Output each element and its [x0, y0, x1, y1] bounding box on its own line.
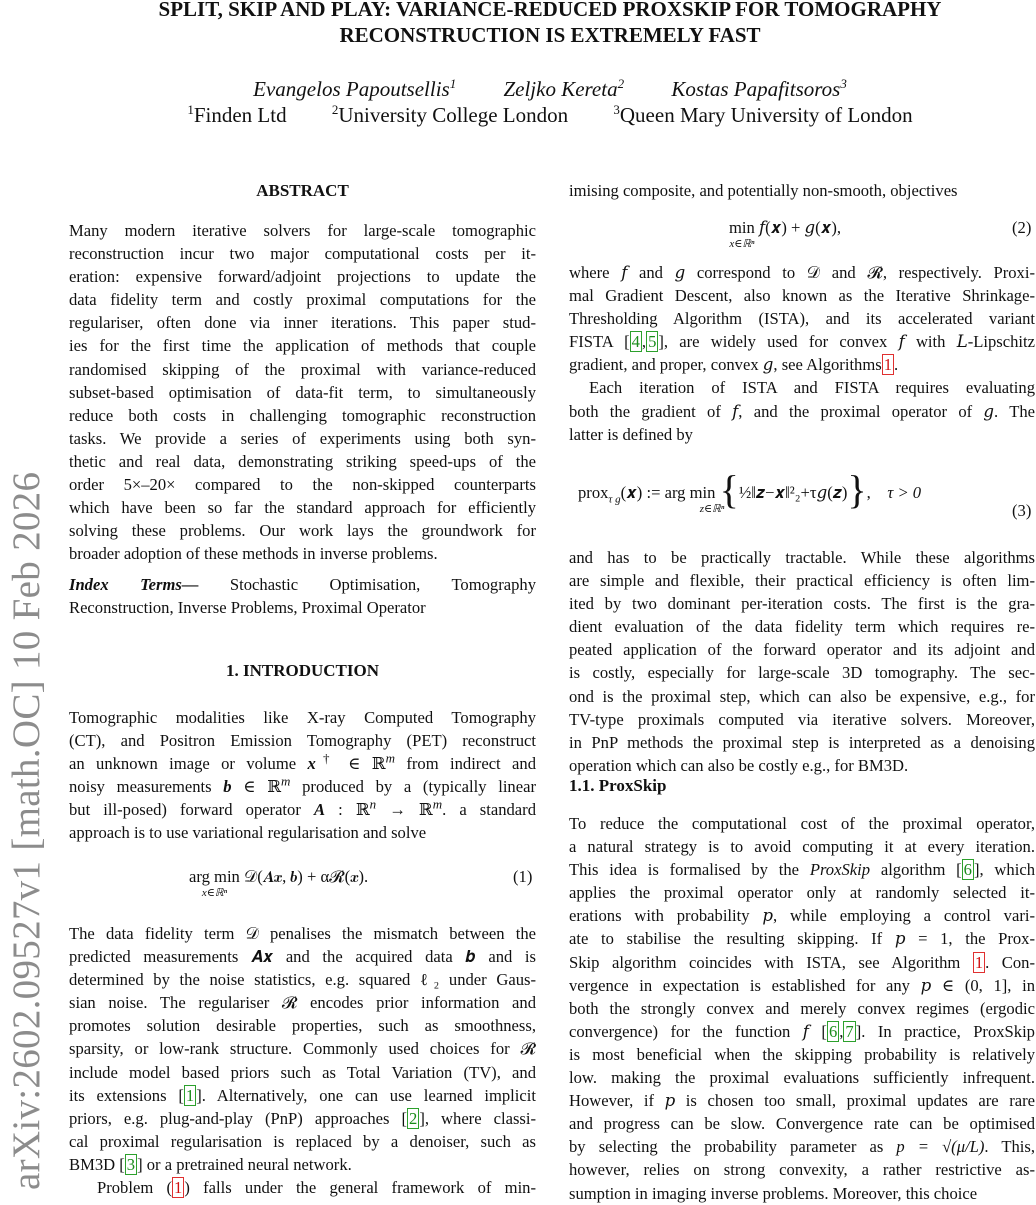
text-line: (CT), and Positron Emission Tomography (PET) reconstruct [69, 731, 536, 751]
abstract-line: broader adoption of these methods in inverse problems. [69, 544, 438, 564]
text-line: Tomographic modalities like X-ray Computed Tomography [69, 708, 536, 727]
equation-2-number: (2) [1012, 218, 1032, 237]
text-line: Thresholding Algorithm (ISTA), and its accelerated variant [569, 309, 1035, 329]
eq3-condition: τ > 0 [887, 483, 922, 502]
text-fragment: . a standard [442, 800, 537, 820]
text-line: and has to be practically tractable. While these algorithms [569, 548, 1035, 567]
author: Zeljko Kereta$^2$ [503, 76, 625, 101]
intro-heading: 1. INTRODUCTION [225, 661, 380, 680]
citation-link[interactable]: 2 [409, 1108, 418, 1128]
text-fragment: from indirect and [394, 754, 537, 774]
algorithm-link[interactable]: 1 [883, 355, 893, 375]
text-line: dient evaluation of the data fidelity term which requires re- [569, 617, 1035, 637]
text-line: is most beneficial when the skipping probability is relatively [569, 1044, 1035, 1064]
text-line: applies the proximal operator only at randomly selected it- [569, 883, 1035, 903]
abstract-line: reduce both costs in challenging tomographic reconstruction [69, 405, 536, 425]
abstract-line: thetic and real data, demonstrating striking speed-ups of the [69, 451, 536, 471]
text-line: erations with probability 𝑝, while employing a control vari- [569, 906, 1035, 926]
author: Evangelos Papoutsellis$^1$ [253, 76, 457, 101]
text-line: both the strongly convex and merely convex regimes (ergodic [569, 998, 1035, 1018]
title-line-1: SPLIT, SKIP AND PLAY: VARIANCE-REDUCED PROXSKIP FOR TOMOGRAPHY [158, 0, 942, 21]
citation-link[interactable]: 7 [845, 1021, 854, 1041]
text-line: TV-type proximals computed via iterative solvers. Moreover, [569, 709, 1035, 729]
right-col-start [569, 179, 1035, 202]
text-line: sumption in imaging inverse problems. Moreover, this choice [569, 1183, 978, 1203]
text-line: ited by two dominant per-iteration costs. The first is the gra- [569, 594, 1035, 614]
text-line: where 𝑓 and 𝑔 correspond to 𝒟 and 𝓡, respectively. Proxi- [569, 263, 1035, 282]
eq1-subscript: x∈ℝⁿ [201, 887, 228, 899]
subsection-heading-wrap [569, 774, 1035, 797]
text-line: promotes solution desirable properties, such as smoothness, [69, 1016, 536, 1036]
equation-1-number: (1) [513, 867, 533, 886]
text-line: Each iteration of ISTA and FISTA requires evaluating [589, 378, 1035, 398]
algorithm-link[interactable]: 1 [974, 952, 984, 972]
affiliation: $^2$University College London [331, 102, 569, 127]
text-line: vergence in expectation is established for any 𝑝 ∈ (0, 1], in [569, 975, 1035, 995]
right-paragraph-1: where 𝑓 and 𝑔 correspond to 𝒟 and 𝓡, respectively. Proxi- mal Gradient Descent, also known as the Iterative Shrinkage- Thresholding Algorithm (ISTA), and its accelerated variant FISTA [ 4 , 5 ], are widely used for convex 𝑓 with 𝐿-Lipschitz gradient, and proper, convex 𝑔, see Algorithms 1 . Each iteration of ISTA and FISTA requires evaluating both the gradient of 𝑓, and the proximal operator of 𝑔. The latter is defined by [569, 261, 1035, 446]
text-line: are simple and flexible, their practical efficiency is often lim- [569, 571, 1035, 591]
index-terms [69, 573, 536, 619]
abstract-line: randomised skipping of the proximal with variance-reduced [69, 359, 536, 379]
text-line: The data fidelity term 𝒟 penalises the mismatch between the [69, 924, 536, 943]
eq1-body: 𝒟(𝑨𝒙, 𝒃) + α𝓡(𝒙). [244, 867, 369, 886]
citation-link[interactable]: 3 [126, 1154, 136, 1174]
text-line: include model based priors such as Total Variation (TV), and [69, 1062, 536, 1082]
math-A: A [313, 800, 326, 820]
eq3-prox-sub: τ g [608, 493, 621, 506]
intro-heading-wrap [69, 659, 536, 682]
citation-link[interactable]: 4 [631, 332, 640, 352]
index-terms-label: Index Terms— [69, 575, 199, 594]
text-line: peated application of the forward operator and its adjoint and [569, 640, 1035, 660]
text-line: in PnP methods the proximal step is interpreted as a denoising [569, 732, 1035, 752]
citation-link[interactable]: 6 [963, 860, 972, 880]
intro-paragraph-2: The data fidelity term 𝒟 penalises the mismatch between the predicted measurements 𝑨𝒙 and the acquired data 𝒃 and is determined by the noise statistics, e.g. squared ℓ₂ under Gaus- sian noise. The regulariser 𝓡 encodes prior information and promotes solution desirable properties, such as smoothness, sparsity, or low-rank structure. Commonly used choices for 𝓡 include model based priors such as Total Variation (TV), and its extensions [ 1 ]. Alternatively, one can use learned implicit priors, e.g. plug-and-play (PnP) approaches [ 2 ], where classi- cal proximal regularisation is replaced by a denoiser, such as BM3D [ 3 ] or a pretrained neural network. Problem ( 1 ) falls under the general framework of min- [69, 924, 537, 1198]
equation-1 [189, 867, 368, 907]
affiliation: $^1$Finden Ltd [187, 102, 287, 127]
text-line: is costly, especially for large-scale 3D tomography. The sec- [569, 663, 1035, 683]
abstract-line: which have been so far the standard approach for efficiently [69, 498, 536, 518]
equation-3-number: (3) [1012, 501, 1032, 520]
abstract-line: reconstruction incur two major computational costs per it- [69, 244, 536, 264]
arxiv-sidebar-stamp [0, 160, 60, 1200]
abstract-line: order 5×–20× compared to the non-skipped counterparts [69, 475, 536, 495]
text-line: sian noise. The regulariser 𝓡 encodes prior information and [69, 993, 536, 1013]
abstract-body [69, 219, 536, 565]
eq3-argmin: (𝒙) := arg min [620, 483, 716, 502]
abstract-line: subset-based optimisation of data-fit term, to simultaneously [69, 382, 536, 402]
abstract-section [69, 179, 536, 202]
text-line: determined by the noise statistics, e.g. squared ℓ₂ under Gaus- [69, 970, 536, 990]
text-line: both the gradient of 𝑓, and the proximal operator of 𝑔. The [569, 401, 1035, 421]
abstract-line: data fidelity term and costly proximal computations for the [69, 290, 536, 310]
text-line: mal Gradient Descent, also known as the Iterative Shrinkage- [569, 286, 1035, 306]
abstract-line: tasks. We provide a series of experiments using both syn- [69, 428, 536, 448]
text-line: To reduce the computational cost of the proximal operator, [569, 814, 1035, 833]
citation-link[interactable]: 5 [648, 332, 657, 352]
eq2-min: min [729, 218, 755, 237]
equation-3: prox$_{\tau g}$(𝒙) := arg min $^{z\in ℝ^n}$ {½‖𝒛−𝒙‖²₂+τ𝑔(𝒛)}, τ > 0 [578, 467, 922, 515]
index-terms-text: Stochastic Optimisation, Tomography [198, 575, 537, 594]
subsection-heading: 1.1. ProxSkip [569, 776, 667, 795]
text-line: latter is defined by [569, 424, 693, 444]
math-b: b [223, 777, 232, 797]
text-line: cal proximal regularisation is replaced by a denoiser, such as [69, 1131, 536, 1151]
text-fragment: noisy measurements [69, 777, 224, 797]
text-line: approach is to use variational regularisation and solve [69, 823, 427, 843]
eq2-subscript: x∈ℝⁿ [729, 238, 755, 250]
eq2-body: 𝑓(𝒙) + 𝑔(𝒙), [758, 218, 841, 237]
text-fragment: produced by a (typically linear [290, 777, 536, 797]
abstract-line: eration: expensive forward/adjoint projections to update the [69, 267, 536, 287]
abstract-heading: ABSTRACT [256, 181, 349, 200]
title-line-2: RECONSTRUCTION IS EXTREMELY FAST [339, 23, 761, 47]
math-p-formula: p = √(μ/L) [896, 1137, 985, 1157]
text-line: however, relies on strong convexity, a rather restrictive as- [569, 1160, 1035, 1180]
affiliation: $^3$Queen Mary University of London [613, 102, 913, 127]
text-line: sparsity, or low-rank structure. Commonly used choices for 𝓡 [69, 1039, 536, 1059]
index-terms-text: Reconstruction, Inverse Problems, Proximal Operator [69, 598, 426, 618]
right-paragraph-2 [569, 546, 1035, 777]
text-line: ond is the proximal step, which can also be expensive, e.g., for [569, 686, 1035, 706]
eq1-argmin: arg min [189, 867, 240, 886]
math-x-dagger: x [307, 754, 316, 774]
citation-link[interactable]: 1 [185, 1085, 195, 1105]
text-line: However, if 𝑝 is chosen too small, proximal updates are rare [569, 1091, 1035, 1111]
paper-title [90, 0, 1010, 48]
affiliation-list [90, 103, 1010, 128]
abstract-line: solving these problems. Our work lays the groundwork for [69, 521, 536, 541]
text-line: ate to stabilise the resulting skipping. If 𝑝 = 1, the Prox- [569, 929, 1035, 949]
eq3-prox: prox [578, 483, 609, 502]
author: Kostas Papafitsoros$^3$ [671, 76, 847, 101]
text-fragment: but ill-posed) forward operator [69, 800, 314, 820]
abstract-line: Many modern iterative solvers for large-scale tomographic [69, 221, 536, 240]
citation-link[interactable]: 6 [828, 1021, 838, 1041]
author-list [90, 77, 1010, 102]
equation-link[interactable]: 1 [174, 1178, 183, 1198]
text-line: low. making the proximal evaluations sufficiently infrequent. [569, 1068, 1035, 1088]
abstract-line: ies for the first time the application of methods that couple [69, 336, 536, 356]
text-fragment: an unknown image or volume [69, 754, 308, 774]
text-line: operation which can also be costly e.g., for BM3D. [569, 755, 909, 775]
text-line: predicted measurements 𝑨𝒙 and the acquired data 𝒃 and is [69, 947, 536, 967]
intro-paragraph-1: Tomographic modalities like X-ray Computed Tomography (CT), and Positron Emission Tomography (PET) reconstruct an unknown image or volume x† ∈ ℝ$^m$ from indirect and noisy measurements b ∈ ℝ$^m$ produced by a (typically linear but ill-posed) forward operator A : ℝ$^n$ → ℝ$^m$. a standard approach is to use variational regularisation and solve [69, 706, 536, 845]
arxiv-id: arXiv:2602.09527v1 [math.OC] 10 Feb 2026 [5, 471, 48, 1190]
eq3-subscript: z∈ℝⁿ [699, 503, 725, 515]
text-line: a natural strategy is to avoid computing it at every iteration. [569, 837, 1035, 857]
text-line: and progress can be slow. Convergence rate can be optimised [569, 1114, 1035, 1134]
equation-2 [729, 218, 841, 258]
abstract-line: regulariser, often done via inner iterations. This paper stud- [69, 313, 536, 333]
proxskip-paragraph: To reduce the computational cost of the proximal operator, a natural strategy is to avoid computing it at every iteration. This idea is formalised by the ProxSkip algorithm [ 6 ], which applies the proximal operator only at randomly selected it- erations with probability 𝑝, while employing a control vari- ate to stabilise the resulting skipping. If 𝑝 = 1, the Prox- Skip algorithm coincides with ISTA, see Algorithm 1 . Con- vergence in expectation is established for any 𝑝 ∈ (0, 1], in both the strongly convex and merely convex regimes (ergodic convergence) for the function 𝑓 [ 6 , 7 ]. In practice, ProxSkip is most beneficial when the skipping probability is relatively low. making the proximal evaluations sufficiently infrequent. However, if 𝑝 is chosen too small, proximal updates are rare and progress can be slow. Convergence rate can be optimised by selecting the probability parameter as p = √(μ/L). This, however, relies on strong convexity, a rather restrictive as- sumption in imaging inverse problems. Moreover, this choice [569, 812, 1035, 1205]
text-line: imising composite, and potentially non-smooth, objectives [569, 181, 958, 200]
eq3-body: ½‖𝒛−𝒙‖²₂+τ𝑔(𝒛) [738, 483, 848, 502]
